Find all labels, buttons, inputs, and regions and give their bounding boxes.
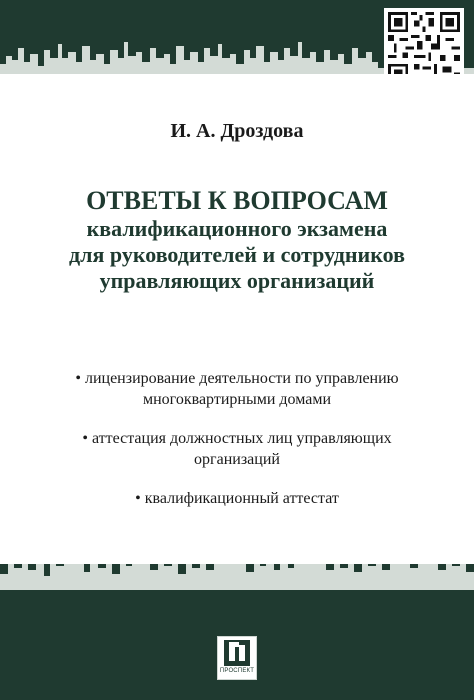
publisher-name: ПРОСПЕКТ [219,668,255,674]
title-line-4: управляющих организаций [99,268,375,293]
topic-item [30,488,444,509]
topic-item [30,428,444,470]
topic-line-2: многоквартирными домами [142,391,332,408]
topic-line-1: квалификационный аттестат [144,490,339,507]
bullet-dot-icon: • [75,370,81,387]
title-line-3: для руководителей и сотрудников [69,242,405,267]
topic-line-1: лицензирование деятельности по управлению [84,370,399,387]
author-name: И. А. Дроздова [170,120,304,142]
publisher-logo-bar [229,642,239,647]
book-title [0,186,474,294]
bullet-dot-icon: • [135,490,141,507]
topic-line-1: аттестация должностных лиц управляющих [91,430,392,447]
cover-white-panel [0,74,474,564]
title-line-2: квалификационного экзамена [86,216,388,241]
publisher-logo [217,636,257,680]
title-line-1: ОТВЕТЫ К ВОПРОСАМ [86,186,388,215]
topics-list [30,368,444,527]
topic-line-2: организаций [194,451,280,468]
topic-item [30,368,444,410]
bullet-dot-icon: • [82,430,88,447]
